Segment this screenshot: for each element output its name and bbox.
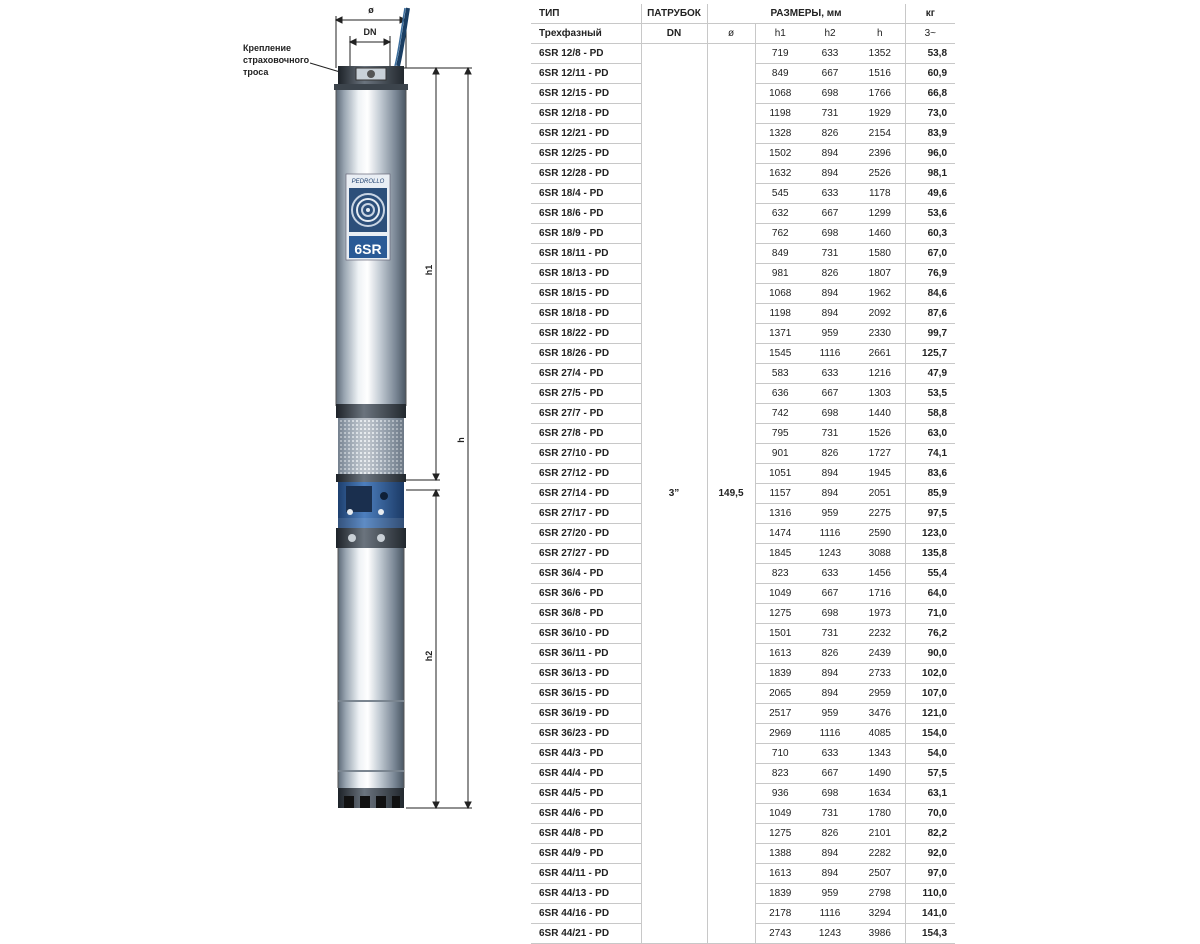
- cell-type: 6SR 12/25 - PD: [539, 148, 610, 159]
- cell-type: 6SR 27/8 - PD: [539, 428, 604, 439]
- cell-weight: 135,8: [922, 548, 948, 559]
- cell-h1: 1613: [769, 648, 792, 659]
- cell-h2: 894: [821, 168, 839, 179]
- subheader-h1: h1: [774, 28, 786, 39]
- cell-h: 1303: [855, 384, 905, 404]
- cell-h: 2733: [855, 664, 905, 684]
- cell-h: 1973: [855, 604, 905, 624]
- cell-h1: 1839: [769, 668, 792, 679]
- cell-h2: 667: [821, 588, 839, 599]
- table-header-row: [531, 4, 955, 24]
- brand-name: PEDROLLO: [351, 179, 385, 185]
- cell-weight: 49,6: [927, 188, 948, 199]
- cell-weight: 154,0: [922, 728, 948, 739]
- cell-weight: 73,0: [927, 108, 948, 119]
- cell-h2: 698: [821, 228, 839, 239]
- cell-h2: 667: [821, 68, 839, 79]
- cell-h: 1807: [855, 264, 905, 284]
- cell-h1: 1474: [769, 528, 792, 539]
- cell-h1: 1371: [769, 328, 792, 339]
- cell-h2: 667: [821, 208, 839, 219]
- cell-h: 2661: [855, 344, 905, 364]
- cell-type: 6SR 12/18 - PD: [539, 108, 610, 119]
- cell-weight: 82,2: [927, 828, 948, 839]
- cell-h1: 1845: [769, 548, 792, 559]
- subheader-weight: 3~: [924, 28, 936, 39]
- cell-h: 3476: [855, 704, 905, 724]
- annotation-line-2: страховочного: [243, 55, 310, 65]
- cell-h: 2959: [855, 684, 905, 704]
- cell-h: 2101: [855, 824, 905, 844]
- cell-weight: 141,0: [922, 908, 948, 919]
- cell-h2: 633: [821, 48, 839, 59]
- diameter-label: ø: [368, 5, 374, 15]
- cell-type: 6SR 27/5 - PD: [539, 388, 604, 399]
- cell-type: 6SR 12/15 - PD: [539, 88, 610, 99]
- cell-weight: 83,6: [927, 468, 948, 479]
- cell-h: 1716: [855, 584, 905, 604]
- cell-weight: 58,8: [927, 408, 948, 419]
- table-row: [531, 44, 955, 64]
- dimension-h1: [404, 68, 440, 480]
- cell-weight: 67,0: [927, 248, 948, 259]
- cell-weight: 66,8: [927, 88, 948, 99]
- cell-type: 6SR 36/4 - PD: [539, 568, 604, 579]
- cell-h1: 2178: [769, 908, 792, 919]
- cell-h: 1516: [855, 64, 905, 84]
- cell-type: 6SR 12/11 - PD: [539, 68, 609, 79]
- cell-weight: 97,0: [927, 868, 948, 879]
- cell-h1: 762: [771, 228, 789, 239]
- cell-h: 1634: [855, 784, 905, 804]
- subheader-dn: DN: [641, 24, 707, 44]
- pump-joint: [336, 404, 406, 418]
- cell-h1: 901: [771, 448, 789, 459]
- cell-weight: 87,6: [927, 308, 948, 319]
- cell-type: 6SR 36/13 - PD: [539, 668, 610, 679]
- header-type: ТИП: [539, 8, 560, 19]
- cell-weight: 107,0: [922, 688, 948, 699]
- spec-table: [531, 4, 955, 944]
- cell-h2: 1116: [819, 908, 841, 919]
- cell-h1: 849: [771, 68, 789, 79]
- cell-type: 6SR 36/8 - PD: [539, 608, 604, 619]
- cell-weight: 70,0: [927, 808, 948, 819]
- cell-h1: 2969: [769, 728, 792, 739]
- cell-h2: 894: [821, 868, 839, 879]
- cell-h: 1490: [855, 764, 905, 784]
- cell-type: 6SR 36/15 - PD: [539, 688, 610, 699]
- cell-weight: 125,7: [922, 348, 948, 359]
- cell-h: 2092: [855, 304, 905, 324]
- cell-h2: 894: [821, 308, 839, 319]
- cell-type: 6SR 18/4 - PD: [539, 188, 604, 199]
- cell-h1: 719: [771, 48, 789, 59]
- cell-h2: 667: [821, 768, 839, 779]
- cell-h1: 1157: [769, 488, 791, 499]
- cell-type: 6SR 44/16 - PD: [539, 908, 610, 919]
- cell-h: 1440: [855, 404, 905, 424]
- dimension-dn: [350, 36, 390, 66]
- cell-h: 1352: [855, 44, 905, 64]
- cell-h1: 1839: [769, 888, 792, 899]
- cell-h2: 698: [821, 608, 839, 619]
- cell-h: 1929: [855, 104, 905, 124]
- subheader-h2: h2: [824, 28, 836, 39]
- cell-h2: 1243: [818, 548, 842, 559]
- cell-h1: 1049: [769, 588, 792, 599]
- cell-weight: 60,3: [927, 228, 948, 239]
- cell-h2: 698: [821, 88, 839, 99]
- annotation-line-3: троса: [243, 67, 269, 77]
- cell-weight: 76,9: [927, 268, 948, 279]
- cell-h2: 633: [821, 188, 839, 199]
- cell-h2: 731: [821, 248, 839, 259]
- table-subheader-row: [531, 24, 955, 44]
- cell-h2: 1116: [819, 728, 841, 739]
- cell-type: 6SR 36/6 - PD: [539, 588, 604, 599]
- cell-h1: 936: [771, 788, 789, 799]
- cell-h1: 1316: [769, 508, 792, 519]
- cell-weight: 97,5: [927, 508, 948, 519]
- cell-h2: 731: [821, 808, 839, 819]
- cell-h: 1945: [855, 464, 905, 484]
- cell-h1: 823: [771, 568, 789, 579]
- brand-sticker: [346, 174, 390, 260]
- cell-weight: 57,5: [927, 768, 948, 779]
- pump-head: [334, 66, 408, 90]
- cell-h: 2154: [855, 124, 905, 144]
- cell-type: 6SR 36/11 - PD: [539, 648, 609, 659]
- cell-weight: 60,9: [927, 68, 948, 79]
- cell-type: 6SR 44/13 - PD: [539, 888, 610, 899]
- cell-weight: 63,0: [927, 428, 948, 439]
- cell-h2: 826: [821, 648, 839, 659]
- cell-h: 1460: [855, 224, 905, 244]
- cell-weight: 110,0: [922, 888, 948, 899]
- cell-h2: 1116: [819, 348, 841, 359]
- cell-h: 2330: [855, 324, 905, 344]
- cell-h: 2275: [855, 504, 905, 524]
- cell-weight: 53,6: [927, 208, 948, 219]
- cell-weight: 71,0: [927, 608, 948, 619]
- cell-h1: 981: [771, 268, 789, 279]
- cell-h: 4085: [855, 724, 905, 744]
- cell-h1: 2517: [769, 708, 792, 719]
- cell-weight: 83,9: [927, 128, 948, 139]
- cell-type: 6SR 36/23 - PD: [539, 728, 610, 739]
- cell-h: 2590: [855, 524, 905, 544]
- h2-label: h2: [424, 650, 434, 662]
- motor-body: [338, 548, 404, 788]
- cell-h1: 636: [771, 388, 789, 399]
- cell-type: 6SR 12/21 - PD: [539, 128, 610, 139]
- cell-type: 6SR 27/27 - PD: [539, 548, 610, 559]
- cell-h2: 894: [821, 148, 839, 159]
- cell-h2: 894: [821, 288, 839, 299]
- cell-h2: 698: [821, 788, 839, 799]
- cell-h2: 731: [821, 428, 839, 439]
- header-weight: кг: [925, 8, 935, 19]
- cell-h2: 959: [821, 888, 839, 899]
- cell-h1: 1388: [769, 848, 792, 859]
- cell-type: 6SR 36/19 - PD: [539, 708, 610, 719]
- subheader-h: h: [855, 24, 905, 44]
- cell-type: 6SR 44/5 - PD: [539, 788, 604, 799]
- cell-h: 2507: [855, 864, 905, 884]
- cell-h: 1216: [855, 364, 905, 384]
- cell-type: 6SR 18/26 - PD: [539, 348, 610, 359]
- header-dimensions: РАЗМЕРЫ, мм: [707, 4, 905, 24]
- cell-weight: 90,0: [927, 648, 948, 659]
- cell-h1: 2743: [769, 928, 792, 939]
- model-badge: 6SR: [354, 241, 382, 257]
- cell-weight: 53,8: [927, 48, 948, 59]
- cell-h1: 1632: [769, 168, 792, 179]
- cell-h: 1178: [855, 184, 905, 204]
- cell-type: 6SR 27/17 - PD: [539, 508, 610, 519]
- cell-h1: 545: [771, 188, 789, 199]
- cell-weight: 54,0: [927, 748, 948, 759]
- cell-diameter: 149,5: [707, 44, 755, 944]
- cell-weight: 92,0: [927, 848, 948, 859]
- cell-h1: 823: [771, 768, 789, 779]
- header-outlet: ПАТРУБОК: [641, 4, 707, 24]
- cell-h2: 667: [821, 388, 839, 399]
- cell-h: 1299: [855, 204, 905, 224]
- cell-h: 1780: [855, 804, 905, 824]
- cell-type: 6SR 27/7 - PD: [539, 408, 604, 419]
- cell-h: 2526: [855, 164, 905, 184]
- cell-h1: 1501: [769, 628, 792, 639]
- cell-h2: 633: [821, 748, 839, 759]
- cell-weight: 121,0: [922, 708, 948, 719]
- cell-weight: 74,1: [927, 448, 948, 459]
- cell-h1: 2065: [769, 688, 792, 699]
- cell-h2: 1243: [818, 928, 842, 939]
- cell-type: 6SR 18/11 - PD: [539, 248, 609, 259]
- dn-label: DN: [363, 27, 377, 37]
- cell-weight: 85,9: [927, 488, 948, 499]
- cell-weight: 84,6: [927, 288, 948, 299]
- cell-h1: 1613: [769, 868, 792, 879]
- cell-h2: 826: [821, 268, 839, 279]
- cell-type: 6SR 36/10 - PD: [539, 628, 610, 639]
- cell-h2: 698: [821, 408, 839, 419]
- cell-h2: 826: [821, 828, 839, 839]
- cell-type: 6SR 27/4 - PD: [539, 368, 604, 379]
- cell-h1: 583: [771, 368, 789, 379]
- cell-type: 6SR 27/20 - PD: [539, 528, 610, 539]
- cell-weight: 55,4: [927, 568, 948, 579]
- cell-h: 1727: [855, 444, 905, 464]
- cell-weight: 96,0: [927, 148, 948, 159]
- cell-h1: 1275: [769, 608, 792, 619]
- cell-type: 6SR 12/8 - PD: [539, 48, 604, 59]
- cell-dn: 3”: [641, 44, 707, 944]
- cell-h2: 894: [821, 848, 839, 859]
- cell-h2: 1116: [819, 528, 841, 539]
- cell-h: 3986: [855, 924, 905, 944]
- cell-h2: 894: [821, 688, 839, 699]
- cell-type: 6SR 18/6 - PD: [539, 208, 604, 219]
- cell-weight: 53,5: [927, 388, 948, 399]
- motor-coupling: [336, 482, 406, 548]
- cell-type: 6SR 44/11 - PD: [539, 868, 609, 879]
- subheader-diameter: ø: [707, 24, 755, 44]
- h-label: h: [456, 437, 466, 443]
- cell-h1: 1502: [769, 148, 792, 159]
- cell-h: 2051: [855, 484, 905, 504]
- cell-type: 6SR 27/12 - PD: [539, 468, 610, 479]
- cell-h1: 710: [771, 748, 789, 759]
- cell-h: 2798: [855, 884, 905, 904]
- cell-h1: 1068: [769, 288, 792, 299]
- cell-h1: 1328: [769, 128, 792, 139]
- cell-h1: 1545: [769, 348, 792, 359]
- cell-type: 6SR 44/21 - PD: [539, 928, 610, 939]
- annotation-line-1: Крепление: [243, 43, 292, 53]
- cell-weight: 102,0: [922, 668, 948, 679]
- cell-h1: 742: [771, 408, 789, 419]
- cell-type: 6SR 18/22 - PD: [539, 328, 610, 339]
- cell-h1: 632: [771, 208, 789, 219]
- cell-type: 6SR 27/14 - PD: [539, 488, 610, 499]
- cell-type: 6SR 12/28 - PD: [539, 168, 610, 179]
- cell-h2: 959: [821, 508, 839, 519]
- cell-type: 6SR 18/18 - PD: [539, 308, 610, 319]
- cell-h: 3294: [855, 904, 905, 924]
- cell-h2: 959: [821, 328, 839, 339]
- cell-h: 1766: [855, 84, 905, 104]
- h1-label: h1: [424, 264, 434, 276]
- cell-weight: 154,3: [922, 928, 948, 939]
- cell-weight: 99,7: [927, 328, 948, 339]
- cell-h2: 826: [821, 448, 839, 459]
- cell-h: 2282: [855, 844, 905, 864]
- cell-h: 1580: [855, 244, 905, 264]
- cell-h2: 894: [821, 488, 839, 499]
- cell-h2: 731: [821, 108, 839, 119]
- cell-weight: 47,9: [927, 368, 948, 379]
- cell-h: 2232: [855, 624, 905, 644]
- cell-h1: 1068: [769, 88, 792, 99]
- cell-h: 2439: [855, 644, 905, 664]
- cell-type: 6SR 44/3 - PD: [539, 748, 604, 759]
- cell-type: 6SR 18/15 - PD: [539, 288, 610, 299]
- cell-h: 3088: [855, 544, 905, 564]
- cell-weight: 76,2: [927, 628, 948, 639]
- cell-type: 6SR 44/4 - PD: [539, 768, 604, 779]
- cell-weight: 123,0: [922, 528, 948, 539]
- cell-h1: 795: [771, 428, 789, 439]
- cell-h2: 959: [821, 708, 839, 719]
- cell-type: 6SR 18/13 - PD: [539, 268, 610, 279]
- cell-type: 6SR 44/9 - PD: [539, 848, 604, 859]
- subheader-type: Трехфазный: [539, 28, 602, 39]
- cell-h2: 731: [821, 628, 839, 639]
- dimension-h2: [406, 490, 440, 808]
- cell-weight: 98,1: [927, 168, 948, 179]
- cell-h: 1526: [855, 424, 905, 444]
- cell-h: 1962: [855, 284, 905, 304]
- cell-h1: 1049: [769, 808, 792, 819]
- cell-type: 6SR 27/10 - PD: [539, 448, 610, 459]
- cell-h2: 894: [821, 468, 839, 479]
- cell-h2: 633: [821, 568, 839, 579]
- cell-weight: 64,0: [927, 588, 948, 599]
- cell-h: 1343: [855, 744, 905, 764]
- cell-h1: 1275: [769, 828, 792, 839]
- cell-h2: 826: [821, 128, 839, 139]
- cell-weight: 63,1: [927, 788, 948, 799]
- cell-h1: 1198: [769, 108, 791, 119]
- cell-h: 2396: [855, 144, 905, 164]
- cell-h2: 894: [821, 668, 839, 679]
- cell-h1: 1051: [769, 468, 792, 479]
- cell-h1: 849: [771, 248, 789, 259]
- cell-type: 6SR 44/8 - PD: [539, 828, 604, 839]
- cell-type: 6SR 18/9 - PD: [539, 228, 604, 239]
- cell-h: 1456: [855, 564, 905, 584]
- cell-h2: 633: [821, 368, 839, 379]
- pump-drawing: [0, 0, 520, 900]
- cell-h1: 1198: [769, 308, 791, 319]
- cell-type: 6SR 44/6 - PD: [539, 808, 604, 819]
